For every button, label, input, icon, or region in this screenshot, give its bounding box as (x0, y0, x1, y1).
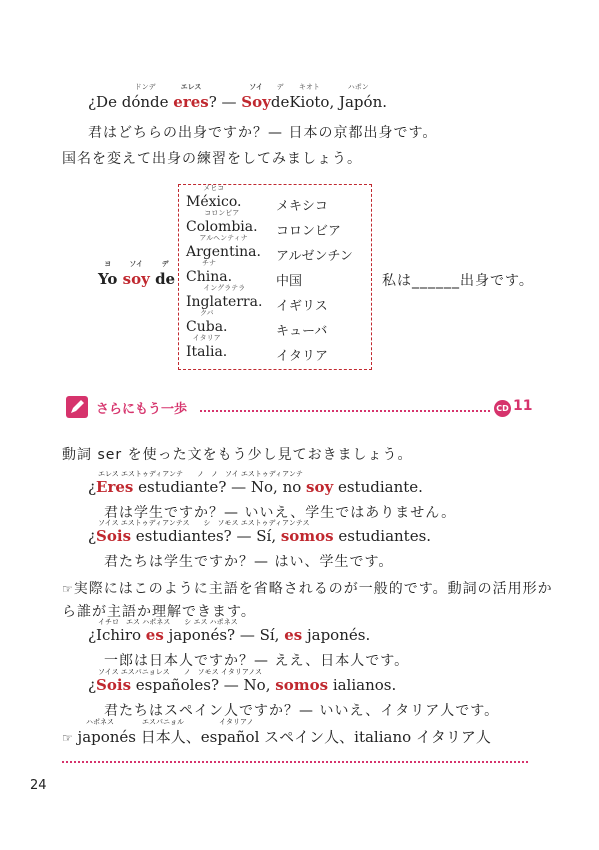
country-es: コロンビア Colombia. (186, 209, 258, 235)
country-jp: イギリス (276, 299, 328, 314)
intro-line-1: ¿De ドンデ dónde エレス eres? — ソイ Soy デ de キオト Kioto ハポン , Japón. (88, 83, 387, 111)
example-1-jp: 君は学生ですか？— いいえ、学生ではありません。 (104, 505, 457, 521)
ruby-e4: ソイス エスパニョレス ノ ソモス イタリアノス (98, 668, 262, 676)
country-es: イングラテラ Inglaterra. (186, 284, 263, 310)
example-2-jp: 君たちは学生ですか？— はい、学生です。 (104, 554, 394, 570)
example-3-jp: 一郎は日本人ですか？— ええ、日本人です。 (104, 653, 410, 669)
country-jp: コロンビア (276, 224, 342, 239)
country-jp: キューバ (276, 324, 328, 339)
country-jp: 中国 (276, 274, 303, 289)
country-jp: アルゼンチン (276, 249, 353, 264)
section-divider (200, 410, 490, 412)
note-1: ☞実際にはこのように主語を省略されるのが一般的です。動詞の活用形か (62, 581, 553, 597)
body-p1: 動詞 ser を使った文をもう少し見ておきましょう。 (62, 447, 413, 463)
example-4: ¿Sois españoles? — No, somos ialianos. (88, 676, 397, 694)
yo-soy-de: ヨ Yo ソイ soy デ de (98, 260, 176, 288)
country-jp: メキシコ (276, 199, 328, 214)
bottom-divider (62, 761, 528, 763)
country-es: アルヘンティナ Argentina. (186, 234, 261, 260)
country-es: メヒコ México. (186, 184, 242, 210)
pencil-icon (66, 396, 88, 418)
ruby-note-2: ハポネス エスパニョル イタリアノ (86, 718, 254, 726)
example-2: ¿Sois estudiantes? — Sí, somos estudiantes. (88, 527, 432, 545)
country-es: クバ Cuba. (186, 309, 228, 335)
example-4-jp: 君たちはスペイン人ですか？— いいえ、イタリア人です。 (104, 703, 500, 719)
page-number: 24 (30, 778, 47, 793)
intro-line-2: 君はどちらの出身ですか？— 日本の京都出身です。 (88, 125, 438, 141)
example-1: ¿Eres estudiante? — No, no soy estudiante. (88, 478, 423, 496)
pointing-hand-icon: ☞ (62, 731, 73, 745)
country-jp: イタリア (276, 349, 329, 364)
intro-line-3: 国名を変えて出身の練習をしてみましょう。 (62, 151, 362, 167)
ruby-e2: ソイス エストゥディアンテス シ ソモス エストゥディアンテス (98, 519, 310, 527)
cd-track: 11 (513, 398, 533, 414)
note-1b: ら誰が主語か理解できます。 (62, 604, 256, 620)
cd-icon: CD (494, 400, 511, 417)
note-2: ☞ japonés 日本人、español スペイン人、italiano イタリア人 (62, 728, 491, 746)
country-es: チナ China. (186, 259, 233, 285)
country-es: イタリア Italia. (186, 334, 228, 360)
section-title: さらにもう一歩 (96, 402, 188, 417)
example-3: ¿Ichiro es japonés? — Sí, es japonés. (88, 626, 371, 644)
ruby-e1: エレス エストゥディアンテ ノ ノ ソイ エストゥディアンテ (98, 470, 303, 478)
answer-blank: 私は______出身です。 (382, 273, 534, 289)
ruby-e3: イチロ エス ハポネス シ エス ハポネス (98, 618, 238, 626)
pointing-hand-icon: ☞ (62, 582, 74, 596)
